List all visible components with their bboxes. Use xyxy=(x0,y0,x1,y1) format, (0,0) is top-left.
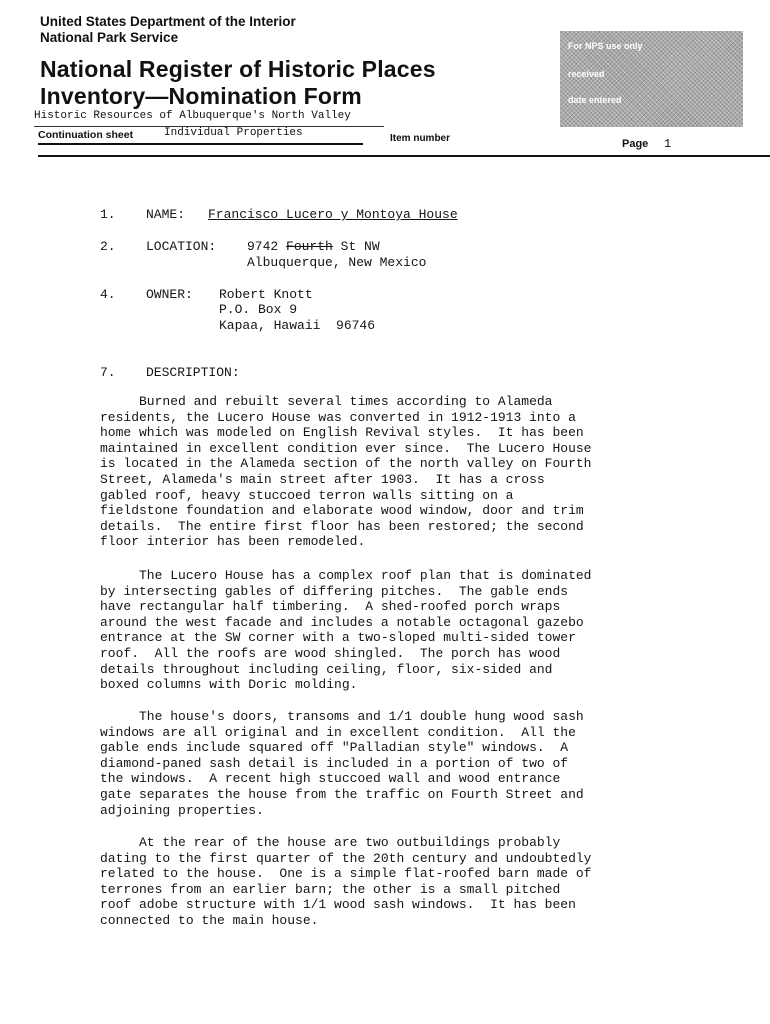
name-number: 1. xyxy=(100,207,116,222)
form-title-line1: National Register of Historic Places xyxy=(40,56,436,82)
location-street-suffix: St NW xyxy=(340,239,380,254)
text-line: Burned and rebuilt several times according to Alameda xyxy=(100,394,553,409)
description-paragraph xyxy=(100,835,700,929)
location-number: 2. xyxy=(100,239,116,254)
form-title-line2: Inventory—Nomination Form xyxy=(40,83,362,109)
text-line: maintained in excellent condition ever since. The Lucero House xyxy=(100,440,592,456)
text-line: by intersecting gables of differing pitches. The gable ends xyxy=(100,583,569,599)
location-label: LOCATION: xyxy=(146,239,217,254)
text-line: floor interior has been remodeled. xyxy=(100,534,366,550)
text-line: have rectangular half timbering. A shed-roofed porch wraps xyxy=(100,599,561,615)
owner-number: 4. xyxy=(100,287,116,302)
name-label: NAME: xyxy=(146,207,186,222)
owner-name: Robert Knott xyxy=(219,287,313,302)
text-line: diamond-paned sash detail is included in a portion of two of xyxy=(100,755,569,771)
text-line: is located in the Alameda section of the north valley on Fourth xyxy=(100,456,592,472)
description-label: DESCRIPTION: xyxy=(146,365,240,380)
location-street-number: 9742 xyxy=(247,239,279,254)
header-rule-left xyxy=(38,143,363,145)
text-line: The Lucero House has a complex roof plan that is dominated xyxy=(100,568,592,583)
form-title xyxy=(40,56,436,110)
agency-department: United States Department of the Interior xyxy=(40,14,296,29)
text-line: gable ends include squared off "Palladian style" windows. A xyxy=(100,740,569,756)
owner-label: OWNER: xyxy=(146,287,193,302)
nps-date-entered: date entered xyxy=(568,95,622,105)
description-number: 7. xyxy=(100,365,116,380)
text-line: home which was modeled on English Revival styles. It has been xyxy=(100,425,584,441)
text-line: At the rear of the house are two outbuildings probably xyxy=(100,835,561,850)
text-line: roof adobe structure with 1/1 wood sash windows. It has been xyxy=(100,897,576,913)
text-line: connected to the main house. xyxy=(100,912,319,928)
nps-received: received xyxy=(568,69,605,79)
text-line: details throughout including ceiling, floor, six-sided and xyxy=(100,661,553,677)
text-line: gabled roof, heavy stuccoed terron walls sitting on a xyxy=(100,487,514,503)
text-line: roof. All the roofs are wood shingled. The porch has wood xyxy=(100,645,561,661)
item-number-label: Item number xyxy=(390,133,451,144)
text-line: fieldstone foundation and elaborate wood window, door and trim xyxy=(100,503,584,519)
agency-service: National Park Service xyxy=(40,30,179,45)
text-line: Street, Alameda's main street after 1903. It has a cross xyxy=(100,471,545,487)
nps-use-box xyxy=(560,31,743,127)
page-number: 1 xyxy=(664,137,672,151)
text-line: related to the house. One is a simple flat-roofed barn made of xyxy=(100,866,592,882)
page-label: Page xyxy=(622,138,649,150)
location-city: Albuquerque, New Mexico xyxy=(247,255,427,270)
nps-use-only: For NPS use only xyxy=(568,41,643,51)
header-rule-bottom xyxy=(38,155,770,157)
text-line: windows are all original and in excellent condition. All the xyxy=(100,724,576,740)
text-line: The house's doors, transoms and 1/1 double hung wood sash xyxy=(100,709,584,724)
text-line: dating to the first quarter of the 20th century and undoubtedly xyxy=(100,850,592,866)
text-line: entrance at the SW corner with a two-sloped multi-sided tower xyxy=(100,630,576,646)
description-paragraph xyxy=(100,394,700,550)
owner-po-box: P.O. Box 9 xyxy=(219,302,298,317)
text-line: the windows. A recent high stuccoed wall and wood entrance xyxy=(100,771,561,787)
continuation-sheet-label: Continuation sheet xyxy=(38,129,134,141)
location-struck-word: Fourth xyxy=(286,239,333,254)
description-paragraph xyxy=(100,568,700,693)
name-value: Francisco Lucero y Montoya House xyxy=(208,207,458,222)
text-line: terrones from an earlier barn; the other is a small pitched xyxy=(100,881,561,897)
text-line: details. The entire first floor has been restored; the second xyxy=(100,518,584,534)
text-line: adjoining properties. xyxy=(100,802,264,818)
location-street xyxy=(247,239,380,255)
text-line: boxed columns with Doric molding. xyxy=(100,677,358,693)
continuation-sheet-value: Individual Properties xyxy=(164,127,303,139)
text-line: gate separates the house from the traffic on Fourth Street and xyxy=(100,786,584,802)
agency-header xyxy=(40,14,296,46)
owner-city: Kapaa, Hawaii 96746 xyxy=(219,318,376,333)
description-paragraph xyxy=(100,709,700,818)
text-line: around the west facade and includes a notable octagonal gazebo xyxy=(100,614,584,630)
text-line: residents, the Lucero House was converted in 1912-1913 into a xyxy=(100,409,576,425)
form-subtitle: Historic Resources of Albuquerque's North Valley xyxy=(34,110,351,122)
